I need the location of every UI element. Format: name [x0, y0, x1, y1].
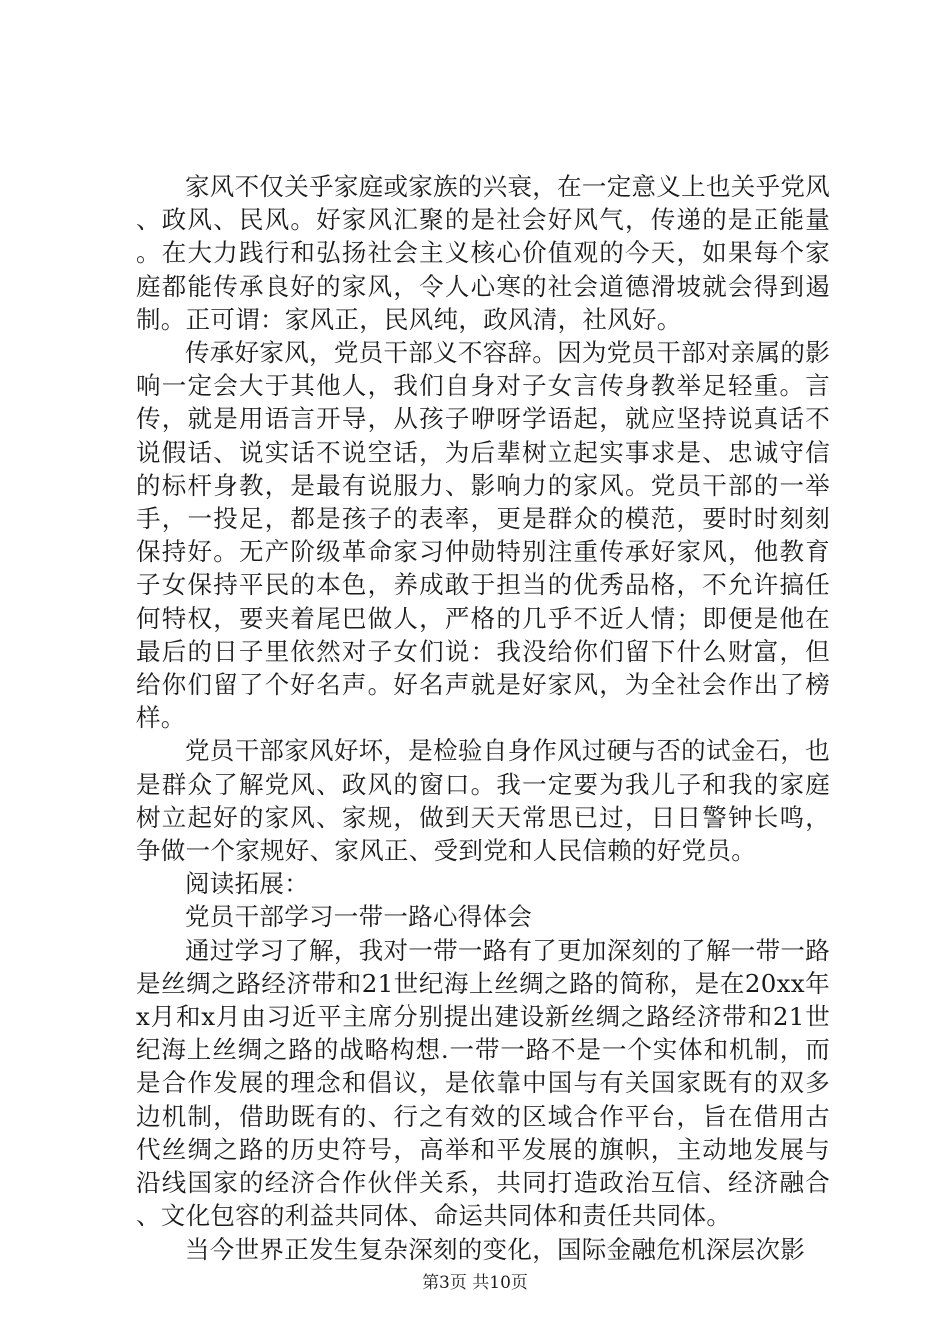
page-footer: 第3页 共10页 — [422, 1273, 528, 1293]
document-body — [136, 170, 830, 1266]
paragraph-touchstone: 党员干部家风好坏，是检验自身作风过硬与否的试金石，也是群众了解党风、政风的窗口。我一定要为我儿子和我的家庭树立起好的家风、家规，做到天天常思已过，日日警钟长鸣，争做一个家规好、家风正、受到党和人民信赖的好党员。 — [136, 736, 830, 866]
paragraph-extended-reading-label: 阅读拓展： — [185, 869, 309, 899]
paragraph-section-title: 党员干部学习一带一路心得体会 — [185, 902, 533, 932]
paragraph-family-style-significance: 家风不仅关乎家庭或家族的兴衰，在一定意义上也关乎党风、政风、民风。好家风汇聚的是社会好风气，传递的是正能量。在大力践行和弘扬社会主义核心价值观的今天，如果每个家庭都能传承良好的家风，令人心寒的社会道德滑坡就会得到遏制。正可谓：家风正，民风纯，政风清，社风好。 — [136, 172, 830, 334]
paragraph-cadre-responsibility: 传承好家风，党员干部义不容辞。因为党员干部对亲属的影响一定会大于其他人，我们自身对子女言传身教举足轻重。言传，就是用语言开导，从孩子咿呀学语起，就应坚持说真话不说假话、说实话不说空话，为后辈树立起实事求是、忠诚守信的标杆身教，是最有说服力、影响力的家风。党员干部的一举手，一投足，都是孩子的表率，更是群众的模范，要时时刻刻保持好。无产阶级革命家习仲勋特别注重传承好家风，他教育子女保持平民的本色，养成敢于担当的优秀品格，不允许搞任何特权，要夹着尾巴做人，严格的几乎不近人情；即便是他在最后的日子里依然对子女们说：我没给你们留下什么财富，但给你们留了个好名声。好名声就是好家风，为全社会作出了榜样。 — [136, 338, 830, 733]
paragraph-world-changes: 当今世界正发生复杂深刻的变化，国际金融危机深层次影 — [185, 1234, 805, 1264]
paragraph-belt-and-road: 通过学习了解，我对一带一路有了更加深刻的了解一带一路是丝绸之路经济带和21世纪海上丝绸之路的简称，是在20xx年x月和x月由习近平主席分别提出建设新丝绸之路经济带和21世纪海上丝绸之路的战略构想.一带一路不是一个实体和机制，而是合作发展的理念和倡议，是依靠中国与有关国家既有的双多边机制，借助既有的、行之有效的区域合作平台，旨在借用古代丝绸之路的历史符号，高举和平发展的旗帜，主动地发展与沿线国家的经济合作伙伴关系，共同打造政治互信、经济融合、文化包容的利益共同体、命运共同体和责任共同体。 — [136, 935, 830, 1231]
